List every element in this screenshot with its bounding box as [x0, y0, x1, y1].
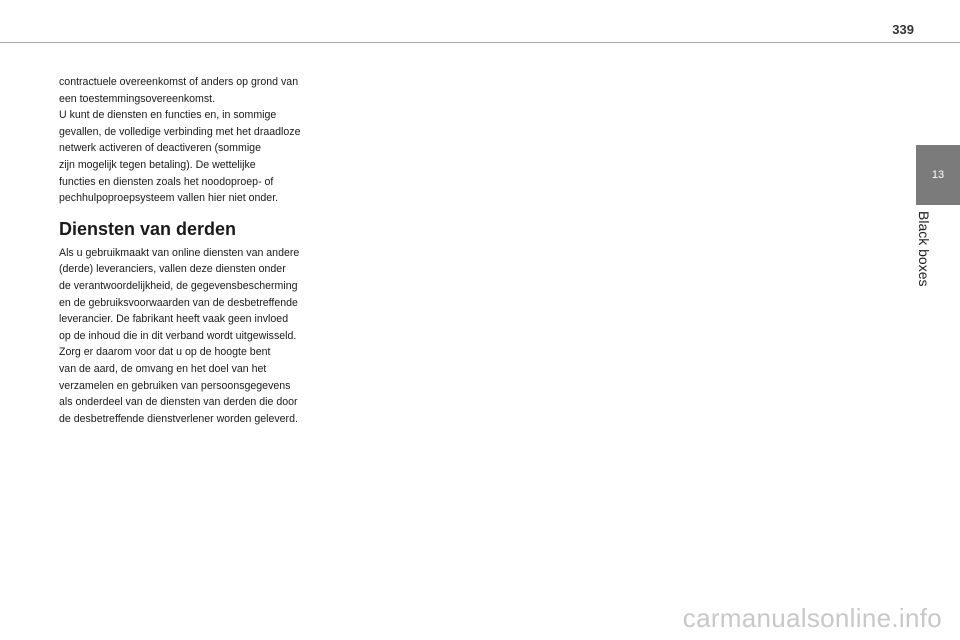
chapter-tab[interactable] — [916, 145, 960, 205]
chapter-title: Black boxes — [916, 211, 932, 287]
section-heading: Diensten van derden — [59, 218, 237, 239]
header-divider — [0, 42, 960, 43]
chapter-number: 13 — [931, 169, 945, 181]
watermark: carmanualsonline.info — [682, 603, 942, 633]
text-column — [59, 74, 329, 427]
section-paragraph: Als u gebruikmaakt van online diensten van andere (derde) leveranciers, vallen deze diensten onder de verantwoordelijkheid, de gegevensbescherming en de gebruiksvoorwaarden van de desbetreffende leverancier. De fabrikant heeft vaak geen invloed op de inhoud die in dit verband wordt uitgewisseld. Zorg er daarom voor dat u op de hoogte bent van de aard, de omvang en het doel van het verzamelen en gebruiken van persoonsgegevens als onderdeel van de diensten van derden die door de desbetreffende dienstverlener worden geleverd. — [59, 246, 300, 425]
page-number: 339 — [892, 22, 914, 37]
intro-paragraph: contractuele overeenkomst of anders op grond van een toestemmingsovereenkomst. U kunt de diensten en functies en, in sommige gevallen, de volledige verbinding met het draadloze netwerk activeren of deactiveren (sommige zijn mogelijk tegen betaling). De wettelijke functies en diensten zoals het noodoproep- of pechhulpoproepsysteem vallen hier niet onder. — [59, 76, 301, 205]
